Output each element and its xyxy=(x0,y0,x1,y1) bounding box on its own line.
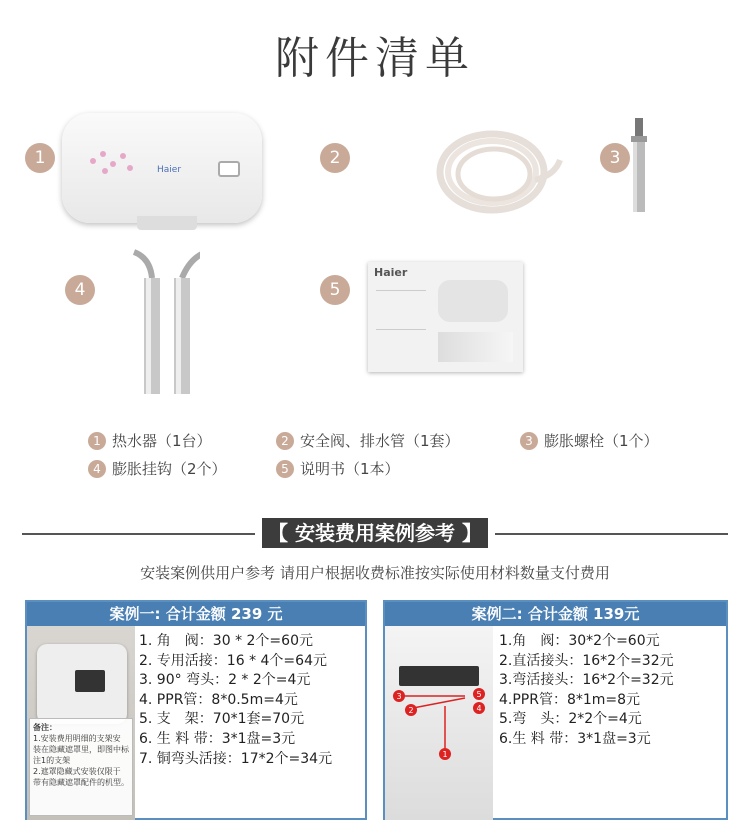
case-two-callouts xyxy=(385,686,493,816)
case-one-panel xyxy=(25,600,367,820)
list-item: 4.PPR管：8*1m=8元 xyxy=(499,691,641,708)
legend-text: 膨胀螺栓（1个） xyxy=(544,432,659,450)
list-item: 1. 角 阀：30 * 2个=60元 xyxy=(139,633,313,649)
legend-item-5: 5 说明书（1本） xyxy=(276,458,400,479)
legend-text: 膨胀挂钩（2个） xyxy=(112,460,227,478)
case-two-list xyxy=(499,632,724,750)
svg-text:2: 2 xyxy=(408,706,414,715)
case-one-memo: 备注： 1.安装费用明细的支架安 装在隐藏遮罩里，即图中标 注1的支架 2.遮罩隐藏式安装仅限于 带有隐藏遮罩配件的机型。 xyxy=(29,718,133,816)
item-number-3: 3 xyxy=(600,143,630,173)
list-item: 6. 生 料 带：3*1盘=3元 xyxy=(139,730,296,747)
section-note: 安装案例供用户参考 请用户根据收费标准按实际使用材料数量支付费用 xyxy=(140,564,610,582)
list-item: 5.弯 头：2*2个=4元 xyxy=(499,711,642,728)
list-item: 5. 支 架：70*1套=70元 xyxy=(139,711,305,728)
legend-item-3: 3 膨胀螺栓（1个） xyxy=(520,430,659,451)
list-item: 2.直活接头：16*2个=32元 xyxy=(499,652,674,669)
expansion-bolt-image xyxy=(628,118,650,218)
svg-text:4: 4 xyxy=(476,704,482,713)
heater-brand: Haier xyxy=(157,165,182,175)
legend-text: 热水器（1台） xyxy=(112,432,212,450)
svg-text:3: 3 xyxy=(396,692,402,701)
case-one-photo xyxy=(27,626,135,820)
case-two-photo xyxy=(385,626,493,820)
legend-text: 说明书（1本） xyxy=(300,460,400,478)
svg-text:5: 5 xyxy=(476,690,482,699)
list-item: 1.角 阀：30*2个=60元 xyxy=(499,633,660,649)
case-two-title: 案例二: 合计金额 139元 xyxy=(385,602,726,626)
list-item: 6.生 料 带：3*1盘=3元 xyxy=(499,730,651,747)
manual-image xyxy=(368,262,523,372)
svg-text:1: 1 xyxy=(442,750,448,759)
manual-brand: Haier xyxy=(374,266,408,279)
thermostat-dial-icon xyxy=(218,161,240,177)
list-item: 2. 专用活接：16 * 4个=64元 xyxy=(139,652,327,669)
list-item: 4. PPR管：8*0.5m=4元 xyxy=(139,691,298,708)
list-item: 3. 90° 弯头：2 * 2个=4元 xyxy=(139,672,311,689)
item-number-5: 5 xyxy=(320,275,350,305)
legend-text: 安全阀、排水管（1套） xyxy=(300,432,460,450)
list-item: 7. 铜弯头活接：17*2个=34元 xyxy=(139,750,333,767)
case-two-panel xyxy=(383,600,728,820)
drain-hose-image xyxy=(430,120,570,230)
water-heater-image xyxy=(62,113,262,223)
legend-item-1: 1 热水器（1台） xyxy=(88,430,212,451)
section-title: 【 安装费用案例参考 】 xyxy=(255,518,495,548)
page-title: 附件清单 xyxy=(275,33,475,84)
legend-item-4: 4 膨胀挂钩（2个） xyxy=(88,458,227,479)
list-item: 3.弯活接头：16*2个=32元 xyxy=(499,672,674,689)
item-number-4: 4 xyxy=(65,275,95,305)
item-number-1: 1 xyxy=(25,143,55,173)
expansion-hooks-image xyxy=(130,248,200,398)
legend-item-2: 2 安全阀、排水管（1套） xyxy=(276,430,460,451)
case-one-list xyxy=(139,632,364,769)
case-one-title: 案例一: 合计金额 239 元 xyxy=(27,602,365,626)
heater-pipe-base xyxy=(137,216,197,230)
item-number-2: 2 xyxy=(320,143,350,173)
